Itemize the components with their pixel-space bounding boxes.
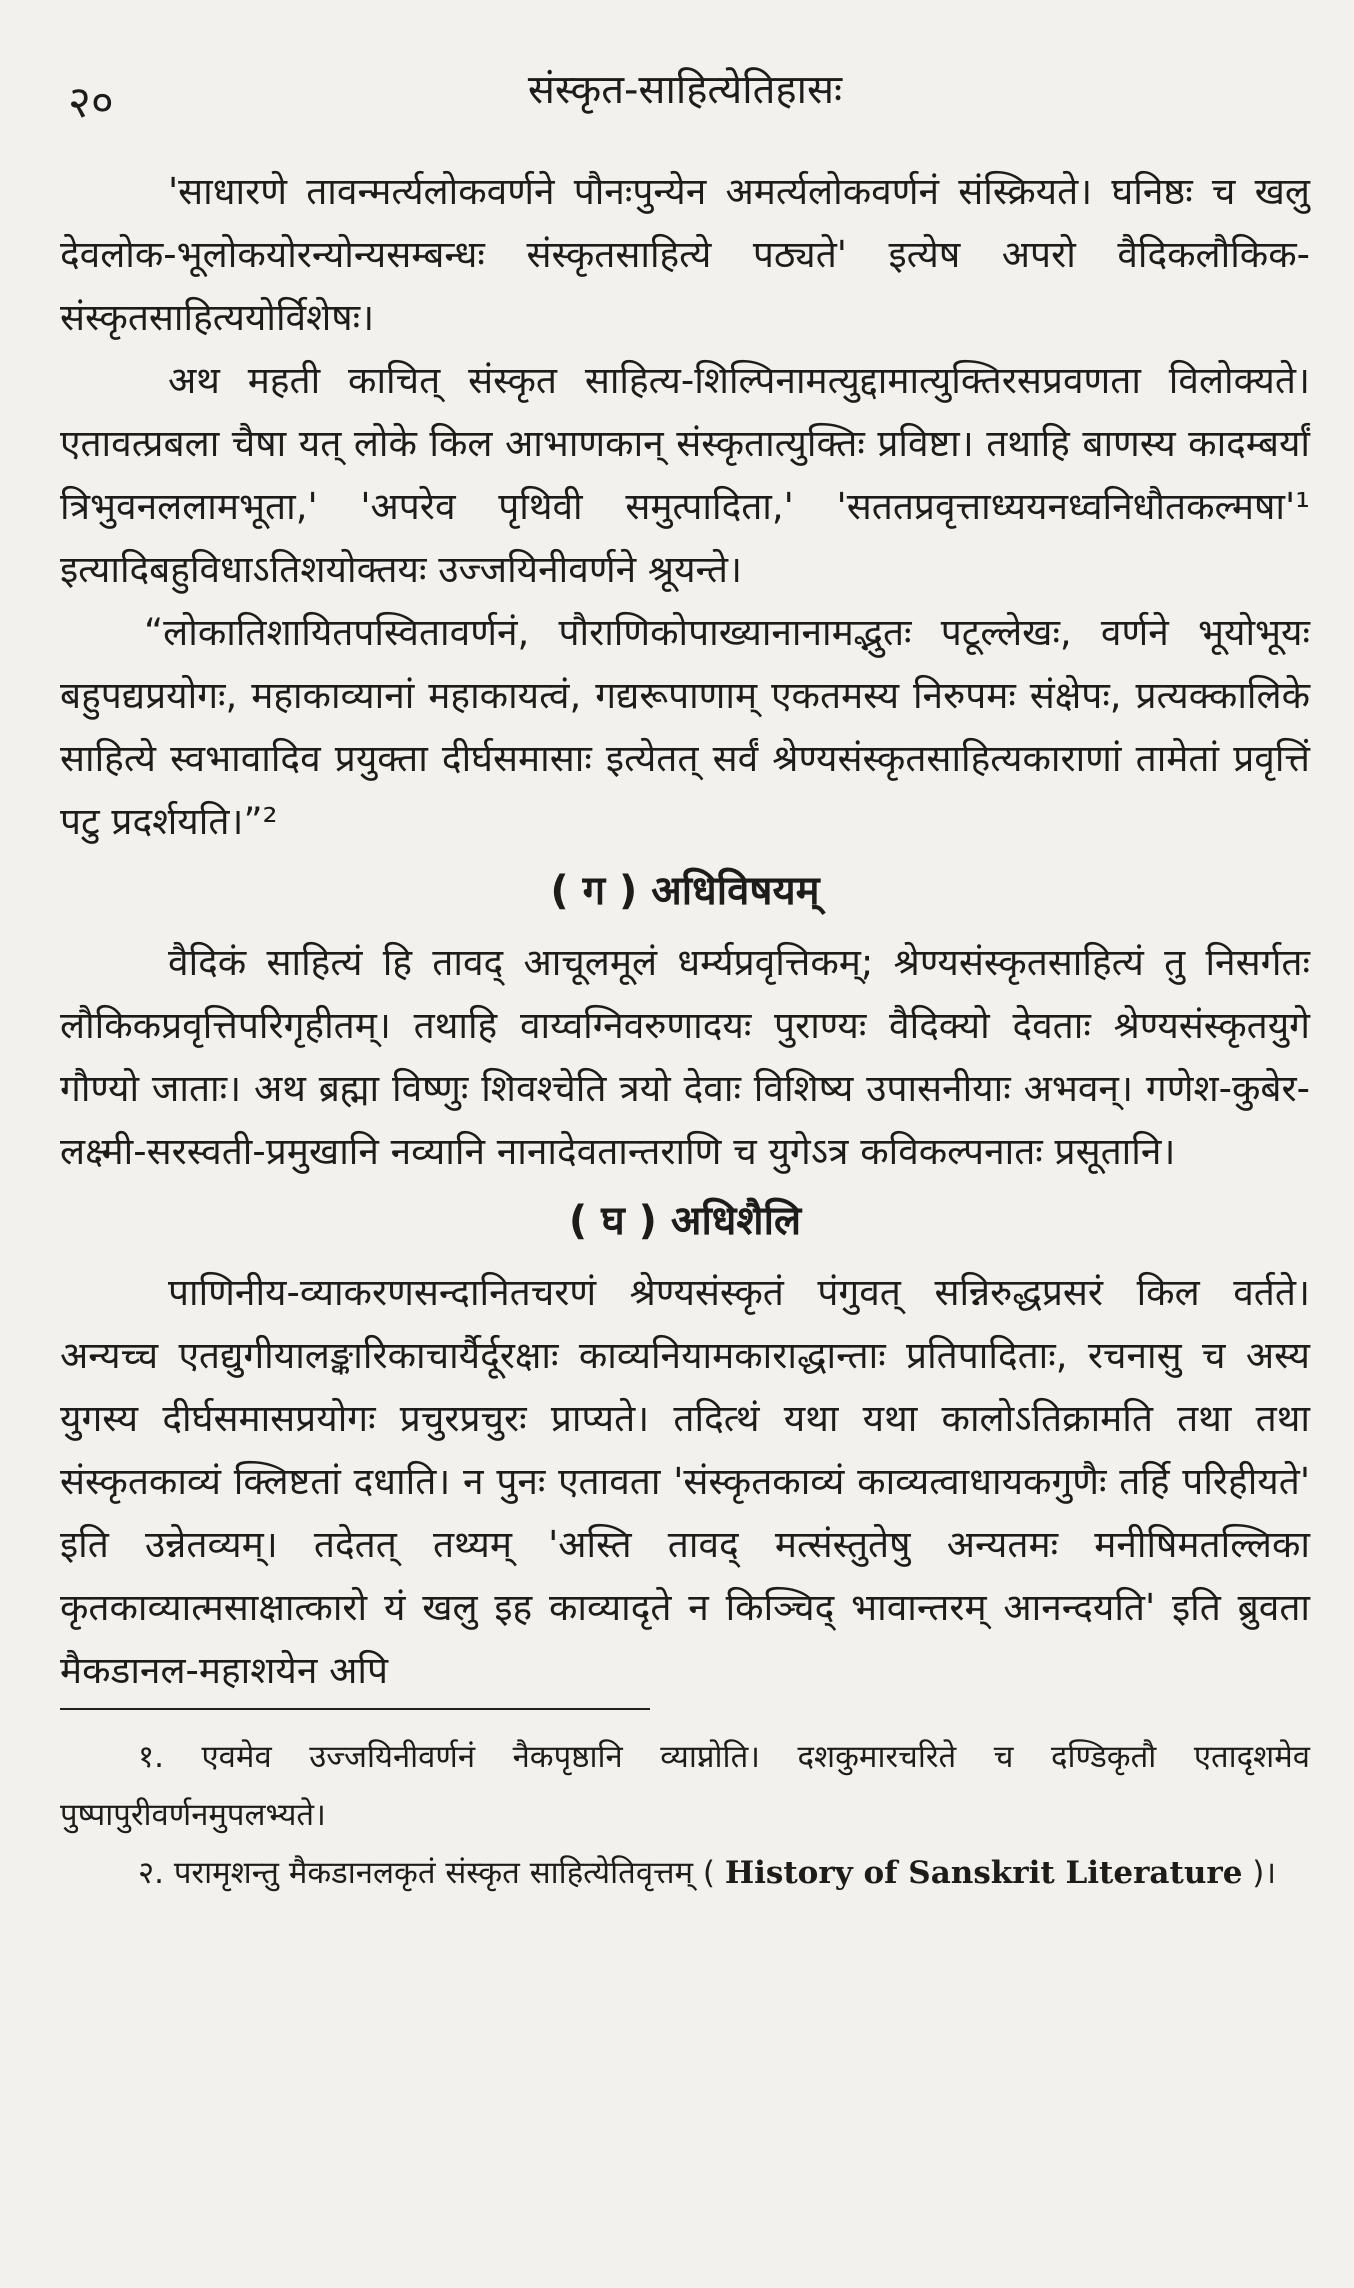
footnote-2-end: )। <box>1252 1855 1277 1891</box>
body-text <box>60 160 1310 1902</box>
section-heading-ga: ( ग ) अधिविषयम् <box>550 868 820 914</box>
page-number: २० <box>68 77 114 128</box>
footnote-divider <box>60 1708 650 1710</box>
footnote-2-text: २. परामृशन्तु मैकडानलकृतं संस्कृत साहित्येतिवृत्तम् ( <box>138 1855 715 1891</box>
book-page <box>60 40 1310 2260</box>
page-header <box>60 60 1310 130</box>
running-title: संस्कृत-साहित्येतिहासः <box>527 67 843 113</box>
paragraph-3: “लोकातिशायितपस्वितावर्णनं, पौराणिकोपाख्यानानामद्भुतः पटूल्लेखः, वर्णने भूयोभूयः बहुपद्यप्रयोगः, महाकाव्यानां महाकायत्वं, गद्यरूपाणाम् एकतमस्य निरुपमः संक्षेपः, प्रत्यक्कालिके साहित्ये स्वभावादिव प्रयुक्ता दीर्घसमासाः इत्येतत् सर्वं श्रेण्यसंस्कृतसाहित्यकाराणां तामेतां प्रवृत्तिं पटु प्रदर्शयति।”² <box>60 611 1310 843</box>
paragraph-1: 'साधारणे तावन्मर्त्यलोकवर्णने पौनःपुन्येन अमर्त्यलोकवर्णनं संस्क्रियते। घनिष्ठः च खलु देवलोक-भूलोकयोरन्योन्यसम्बन्धः संस्कृतसाहित्ये पठ्यते' इत्येष अपरो वैदिकलौकिक-संस्कृतसाहित्ययोर्विशेषः। <box>60 170 1310 339</box>
section-heading-gha: ( घ ) अधिशैलि <box>568 1198 802 1244</box>
paragraph-2: अथ महती काचित् संस्कृत साहित्य-शिल्पिनामत्युद्दामात्युक्तिरसप्रवणता विलोक्यते। एतावत्प्रबला चैषा यत् लोके किल आभाणकान् संस्कृतात्युक्तिः प्रविष्टा। तथाहि बाणस्य कादम्बर्यां त्रिभुवनललामभूता,' 'अपरेव पृथिवी समुत्पादिता,' 'सततप्रवृत्ताध्ययनध्वनिधौतकल्मषा'¹ इत्यादिबहुविधाऽतिशयोक्तयः उज्जयिनीवर्णने श्रूयन्ते। <box>60 359 1310 591</box>
footnote-1: १. एवमेव उज्जयिनीवर्णनं नैकपृष्ठानि व्याप्नोति। दशकुमारचरिते च दण्डिकृतौ एतादृशमेव पुष्पापुरीवर्णनमुपलभ्यते। <box>60 1739 1310 1833</box>
footnote-2 <box>60 1844 1310 1902</box>
paragraph-gha: पाणिनीय-व्याकरणसन्दानितचरणं श्रेण्यसंस्कृतं पंगुवत् सन्निरुद्धप्रसरं किल वर्तते। अन्यच्च एतद्युगीयालङ्कारिकाचार्यैर्दूरक्षाः काव्यनियामकाराद्धान्ताः प्रतिपादिताः, रचनासु च अस्य युगस्य दीर्घसमासप्रयोगः प्रचुरप्रचुरः प्राप्यते। तदित्थं यथा यथा कालोऽतिक्रामति तथा तथा संस्कृतकाव्यं क्लिष्टतां दधाति। न पुनः एतावता 'संस्कृतकाव्यं काव्यत्वाधायकगुणैः तर्हि परिहीयते' इति उन्नेतव्यम्। तदेतत् तथ्यम् 'अस्ति तावद् मत्संस्तुतेषु अन्यतमः मनीषिमतल्लिका कृतकाव्यात्मसाक्षात्कारो यं खलु इह काव्यादृते न किञ्चिद् भावान्तरम् आनन्दयति' इति ब्रुवता मैकडानल-महाशयेन अपि <box>60 1271 1310 1692</box>
footnote-2-book-title: History of Sanskrit Literature <box>724 1855 1243 1891</box>
paragraph-ga: वैदिकं साहित्यं हि तावद् आचूलमूलं धर्म्यप्रवृत्तिकम्; श्रेण्यसंस्कृतसाहित्यं तु निसर्गतः लौकिकप्रवृत्तिपरिगृहीतम्। तथाहि वाय्वग्निवरुणादयः पुराण्यः वैदिक्यो देवताः श्रेण्यसंस्कृतयुगे गौण्यो जाताः। अथ ब्रह्मा विष्णुः शिवश्चेति त्रयो देवाः विशिष्य उपासनीयाः अभवन्। गणेश-कुबेर-लक्ष्मी-सरस्वती-प्रमुखानि नव्यानि नानादेवतान्तराणि च युगेऽत्र कविकल्पनातः प्रसूतानि। <box>60 941 1310 1173</box>
